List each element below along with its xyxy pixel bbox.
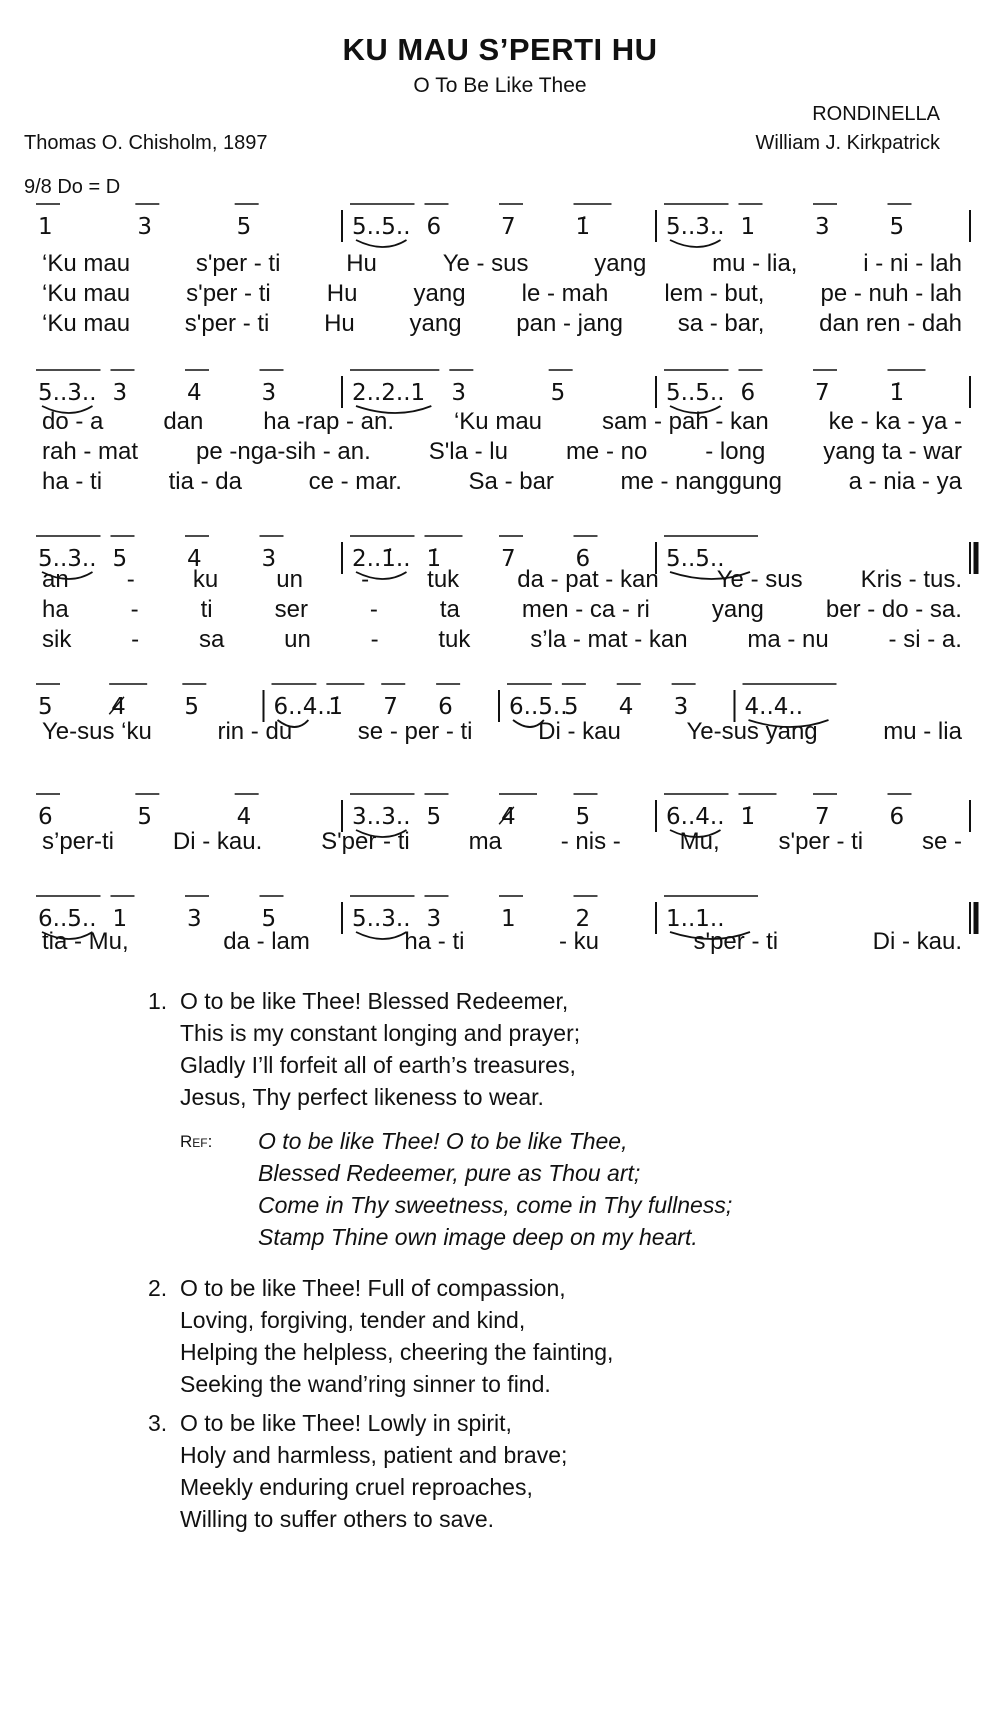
lyric-syllable: dan: [163, 408, 204, 435]
verse-number: 3.: [148, 1410, 168, 1436]
lyric-syllable: a - nia - ya: [848, 468, 962, 495]
lyric-syllable: Kris - tus.: [860, 566, 962, 593]
verse-line: O to be like Thee! Full of compassion,: [180, 1275, 566, 1301]
lyric-syllable: S'la - lu: [428, 438, 508, 465]
lyric-syllable: Mu,: [679, 828, 720, 855]
note-group: 5..3..: [38, 546, 97, 572]
verse-number: 1.: [148, 988, 168, 1014]
note-group: 7: [815, 804, 830, 830]
lyric-syllable: ha: [42, 596, 69, 623]
lyric-syllable: ‘Ku mau: [42, 310, 131, 337]
note-group: 3: [137, 214, 152, 240]
lyric-syllable: ku: [192, 566, 219, 593]
lyric-syllable: tuk: [438, 626, 471, 653]
lyric-syllable: ser: [274, 596, 308, 623]
refrain-line: Blessed Redeemer, pure as Thou art;: [258, 1160, 641, 1186]
note-group: 1: [501, 906, 516, 932]
note-group: 1̇: [328, 694, 344, 720]
note-group: 5: [38, 694, 53, 720]
note-group: 1..1..: [666, 906, 725, 932]
lyric-syllable: yang: [594, 250, 647, 277]
note-group: 7: [501, 214, 516, 240]
note-group: 3: [815, 214, 830, 240]
note-group: 4̸: [501, 804, 516, 830]
lyric-syllable: -: [130, 596, 139, 623]
note-group: 7: [383, 694, 398, 720]
note-group: 2..2..1: [352, 380, 426, 406]
verse-line: Gladly I’ll forfeit all of earth’s treasures,: [180, 1052, 576, 1078]
lyric-syllable: ma: [468, 828, 502, 855]
lyric-syllable: Di - kau.: [872, 928, 962, 955]
lyric-syllable: do - a: [42, 408, 104, 435]
note-group: 5: [550, 380, 566, 406]
lyric-syllable: Hu: [346, 250, 377, 277]
lyric-syllable: s'per - ti: [184, 310, 270, 337]
note-group: 5: [889, 214, 905, 240]
verse-line: Willing to suffer others to save.: [180, 1506, 495, 1532]
lyric-syllable: ha - ti: [404, 928, 465, 955]
refrain-label: Ref:: [180, 1132, 213, 1151]
tune-name: RONDINELLA: [812, 103, 940, 125]
lyric-syllable: ber - do - sa.: [825, 596, 962, 623]
lyric-syllable: men - ca - ri: [521, 596, 650, 623]
note-group: 4: [236, 804, 252, 830]
note-group: 4: [187, 546, 202, 572]
lyric-syllable: un: [276, 566, 303, 593]
lyric-syllable: se - per - ti: [357, 718, 473, 745]
lyric-syllable: Ye-sus ‘ku: [42, 718, 152, 745]
verse-line: Helping the helpless, cheering the fainting,: [180, 1339, 614, 1365]
hymn-subtitle: O To Be Like Thee: [413, 74, 587, 97]
lyric-syllable: s'per - ti: [693, 928, 779, 955]
refrain-line: Come in Thy sweetness, come in Thy fullness;: [258, 1192, 733, 1218]
note-group: 1̇: [889, 380, 905, 406]
key-signature: 9/8 Do = D: [24, 176, 121, 198]
lyric-syllable: me - no: [565, 438, 648, 465]
lyric-syllable: Hu: [324, 310, 355, 337]
lyric-syllable: rah - mat: [42, 438, 139, 465]
lyric-syllable: pe -nga-sih - an.: [195, 438, 371, 465]
note-group: 5..3..: [38, 380, 97, 406]
lyric-syllable: s'per - ti: [778, 828, 864, 855]
note-group: 6: [426, 214, 442, 240]
note-group: 3: [451, 380, 466, 406]
lyric-syllable: sik: [42, 626, 72, 653]
verse-line: O to be like Thee! Blessed Redeemer,: [180, 988, 569, 1014]
verse-line: Loving, forgiving, tender and kind,: [180, 1307, 526, 1333]
lyric-syllable: s’per-ti: [42, 828, 115, 855]
note-group: 6..5..: [509, 694, 568, 720]
lyric-syllable: Sa - bar: [468, 468, 554, 495]
lyric-syllable: se -: [921, 828, 962, 855]
note-group: 5: [137, 804, 152, 830]
note-group: 5..5..: [352, 214, 411, 240]
lyric-syllable: ti: [200, 596, 213, 623]
lyric-syllable: Ye-sus yang: [686, 718, 818, 745]
verse-line: O to be like Thee! Lowly in spirit,: [180, 1410, 512, 1436]
lyric-syllable: ce - mar.: [308, 468, 402, 495]
lyric-syllable: tuk: [427, 566, 460, 593]
lyric-syllable: ‘Ku mau: [42, 250, 131, 277]
lyric-syllable: pe - nuh - lah: [820, 280, 962, 307]
lyric-syllable: sam - pah - kan: [601, 408, 769, 435]
note-group: 6: [740, 380, 756, 406]
refrain-line: Stamp Thine own image deep on my heart.: [258, 1224, 698, 1250]
lyric-syllable: me - nanggung: [620, 468, 782, 495]
note-group: 5: [261, 906, 277, 932]
lyric-syllable: yang: [409, 310, 462, 337]
lyric-syllable: mu - lia,: [712, 250, 798, 277]
note-group: 6: [575, 546, 591, 572]
note-group: 4: [618, 694, 634, 720]
note-group: 6..4..: [273, 694, 333, 720]
note-group: 5: [112, 546, 128, 572]
note-group: 4: [187, 380, 202, 406]
lyric-syllable: un: [284, 626, 311, 653]
lyric-syllable: s'per - ti: [186, 280, 271, 307]
lyric-syllable: tia - Mu,: [42, 928, 129, 955]
note-group: 5: [426, 804, 442, 830]
note-group: 5: [184, 694, 199, 720]
lyric-syllable: ‘Ku mau: [453, 408, 543, 435]
lyric-syllable: s’la - mat - kan: [530, 626, 688, 653]
lyric-syllable: dan ren - dah: [819, 310, 962, 337]
lyric-syllable: ta: [439, 596, 460, 623]
verse-line: Seeking the wand’ring sinner to find.: [180, 1371, 551, 1397]
lyric-syllable: pan - jang: [516, 310, 624, 337]
lyric-syllable: mu - lia: [883, 718, 962, 745]
lyric-syllable: Di - kau.: [172, 828, 263, 855]
lyric-syllable: ke - ka - ya -: [828, 408, 962, 435]
note-group: 1: [38, 214, 53, 240]
note-group: 7: [815, 380, 830, 406]
note-group: 3: [673, 694, 689, 720]
note-group: 1: [740, 214, 756, 240]
lyric-syllable: ma - nu: [747, 626, 829, 653]
note-group: 6..4..: [666, 804, 725, 830]
lyric-syllable: an: [42, 566, 69, 593]
composer: William J. Kirkpatrick: [755, 132, 940, 154]
refrain-line: O to be like Thee! O to be like Thee,: [258, 1128, 628, 1154]
lyric-syllable: yang: [711, 596, 764, 623]
lyric-syllable: - ku: [558, 928, 599, 955]
lyric-syllable: ha -rap - an.: [263, 408, 395, 435]
lyric-syllable: ha - ti: [42, 468, 103, 495]
lyric-syllable: -: [370, 626, 379, 653]
lyric-syllable: sa: [198, 626, 225, 653]
lyric-syllable: i - ni - lah: [863, 250, 962, 277]
note-group: 2..1̇..: [352, 546, 411, 572]
lyric-syllable: s'per - ti: [195, 250, 281, 277]
hymn-title: KU MAU S’PERTI HU: [342, 32, 658, 67]
note-group: 3: [426, 906, 442, 932]
lyric-syllable: Di - kau: [538, 718, 621, 745]
lyric-syllable: S'per - ti: [321, 828, 410, 855]
note-group: 7: [501, 546, 516, 572]
note-group: 5: [575, 804, 591, 830]
note-group: 3: [187, 906, 202, 932]
note-group: 5..5..: [666, 380, 725, 406]
note-group: 5: [236, 214, 252, 240]
lyric-syllable: -: [361, 566, 370, 593]
lyric-syllable: Hu: [326, 280, 358, 307]
lyric-syllable: yang ta - war: [823, 438, 962, 465]
lyric-syllable: - si - a.: [888, 626, 962, 653]
note-group: 5..3..: [666, 214, 725, 240]
note-group: 4..4..: [744, 694, 804, 720]
lyric-syllable: yang: [413, 280, 466, 307]
verse-line: Holy and harmless, patient and brave;: [180, 1442, 568, 1468]
note-group: 1̇: [426, 546, 442, 572]
verse-number: 2.: [148, 1275, 168, 1301]
lyric-syllable: rin - du: [217, 718, 293, 745]
note-group: 4̸: [111, 694, 126, 720]
verse-line: Jesus, Thy perfect likeness to wear.: [180, 1084, 544, 1110]
lyric-syllable: -: [131, 626, 140, 653]
note-group: 1̇: [575, 214, 591, 240]
lyric-syllable: sa - bar,: [677, 310, 765, 337]
lyric-syllable: - nis -: [560, 828, 621, 855]
lyric-syllable: - long: [705, 438, 766, 465]
lyric-syllable: le - mah: [521, 280, 609, 307]
note-group: 6: [38, 804, 53, 830]
note-group: 3: [261, 380, 277, 406]
note-group: 3..3..: [352, 804, 411, 830]
note-group: 6: [438, 694, 453, 720]
note-group: 5..5..: [666, 546, 725, 572]
verse-line: Meekly enduring cruel reproaches,: [180, 1474, 533, 1500]
note-group: 1: [112, 906, 128, 932]
lyric-syllable: Ye - sus: [442, 250, 529, 277]
lyricist: Thomas O. Chisholm, 1897: [24, 132, 268, 154]
note-group: 5..3..: [352, 906, 411, 932]
lyric-syllable: da - lam: [223, 928, 310, 955]
lyric-syllable: da - pat - kan: [517, 566, 659, 593]
note-group: 6..5..: [38, 906, 97, 932]
lyric-syllable: -: [126, 566, 135, 593]
lyric-syllable: -: [369, 596, 378, 623]
lyric-syllable: ‘Ku mau: [42, 280, 131, 307]
lyric-syllable: lem - but,: [664, 280, 765, 307]
note-group: 3: [112, 380, 128, 406]
note-group: 3: [261, 546, 277, 572]
note-group: 1̇: [740, 804, 756, 830]
note-group: 6: [889, 804, 905, 830]
lyric-syllable: tia - da: [168, 468, 242, 495]
verse-line: This is my constant longing and prayer;: [180, 1020, 581, 1046]
lyric-syllable: Ye - sus: [716, 566, 803, 593]
note-group: 5: [563, 694, 579, 720]
note-group: 2: [575, 906, 591, 932]
